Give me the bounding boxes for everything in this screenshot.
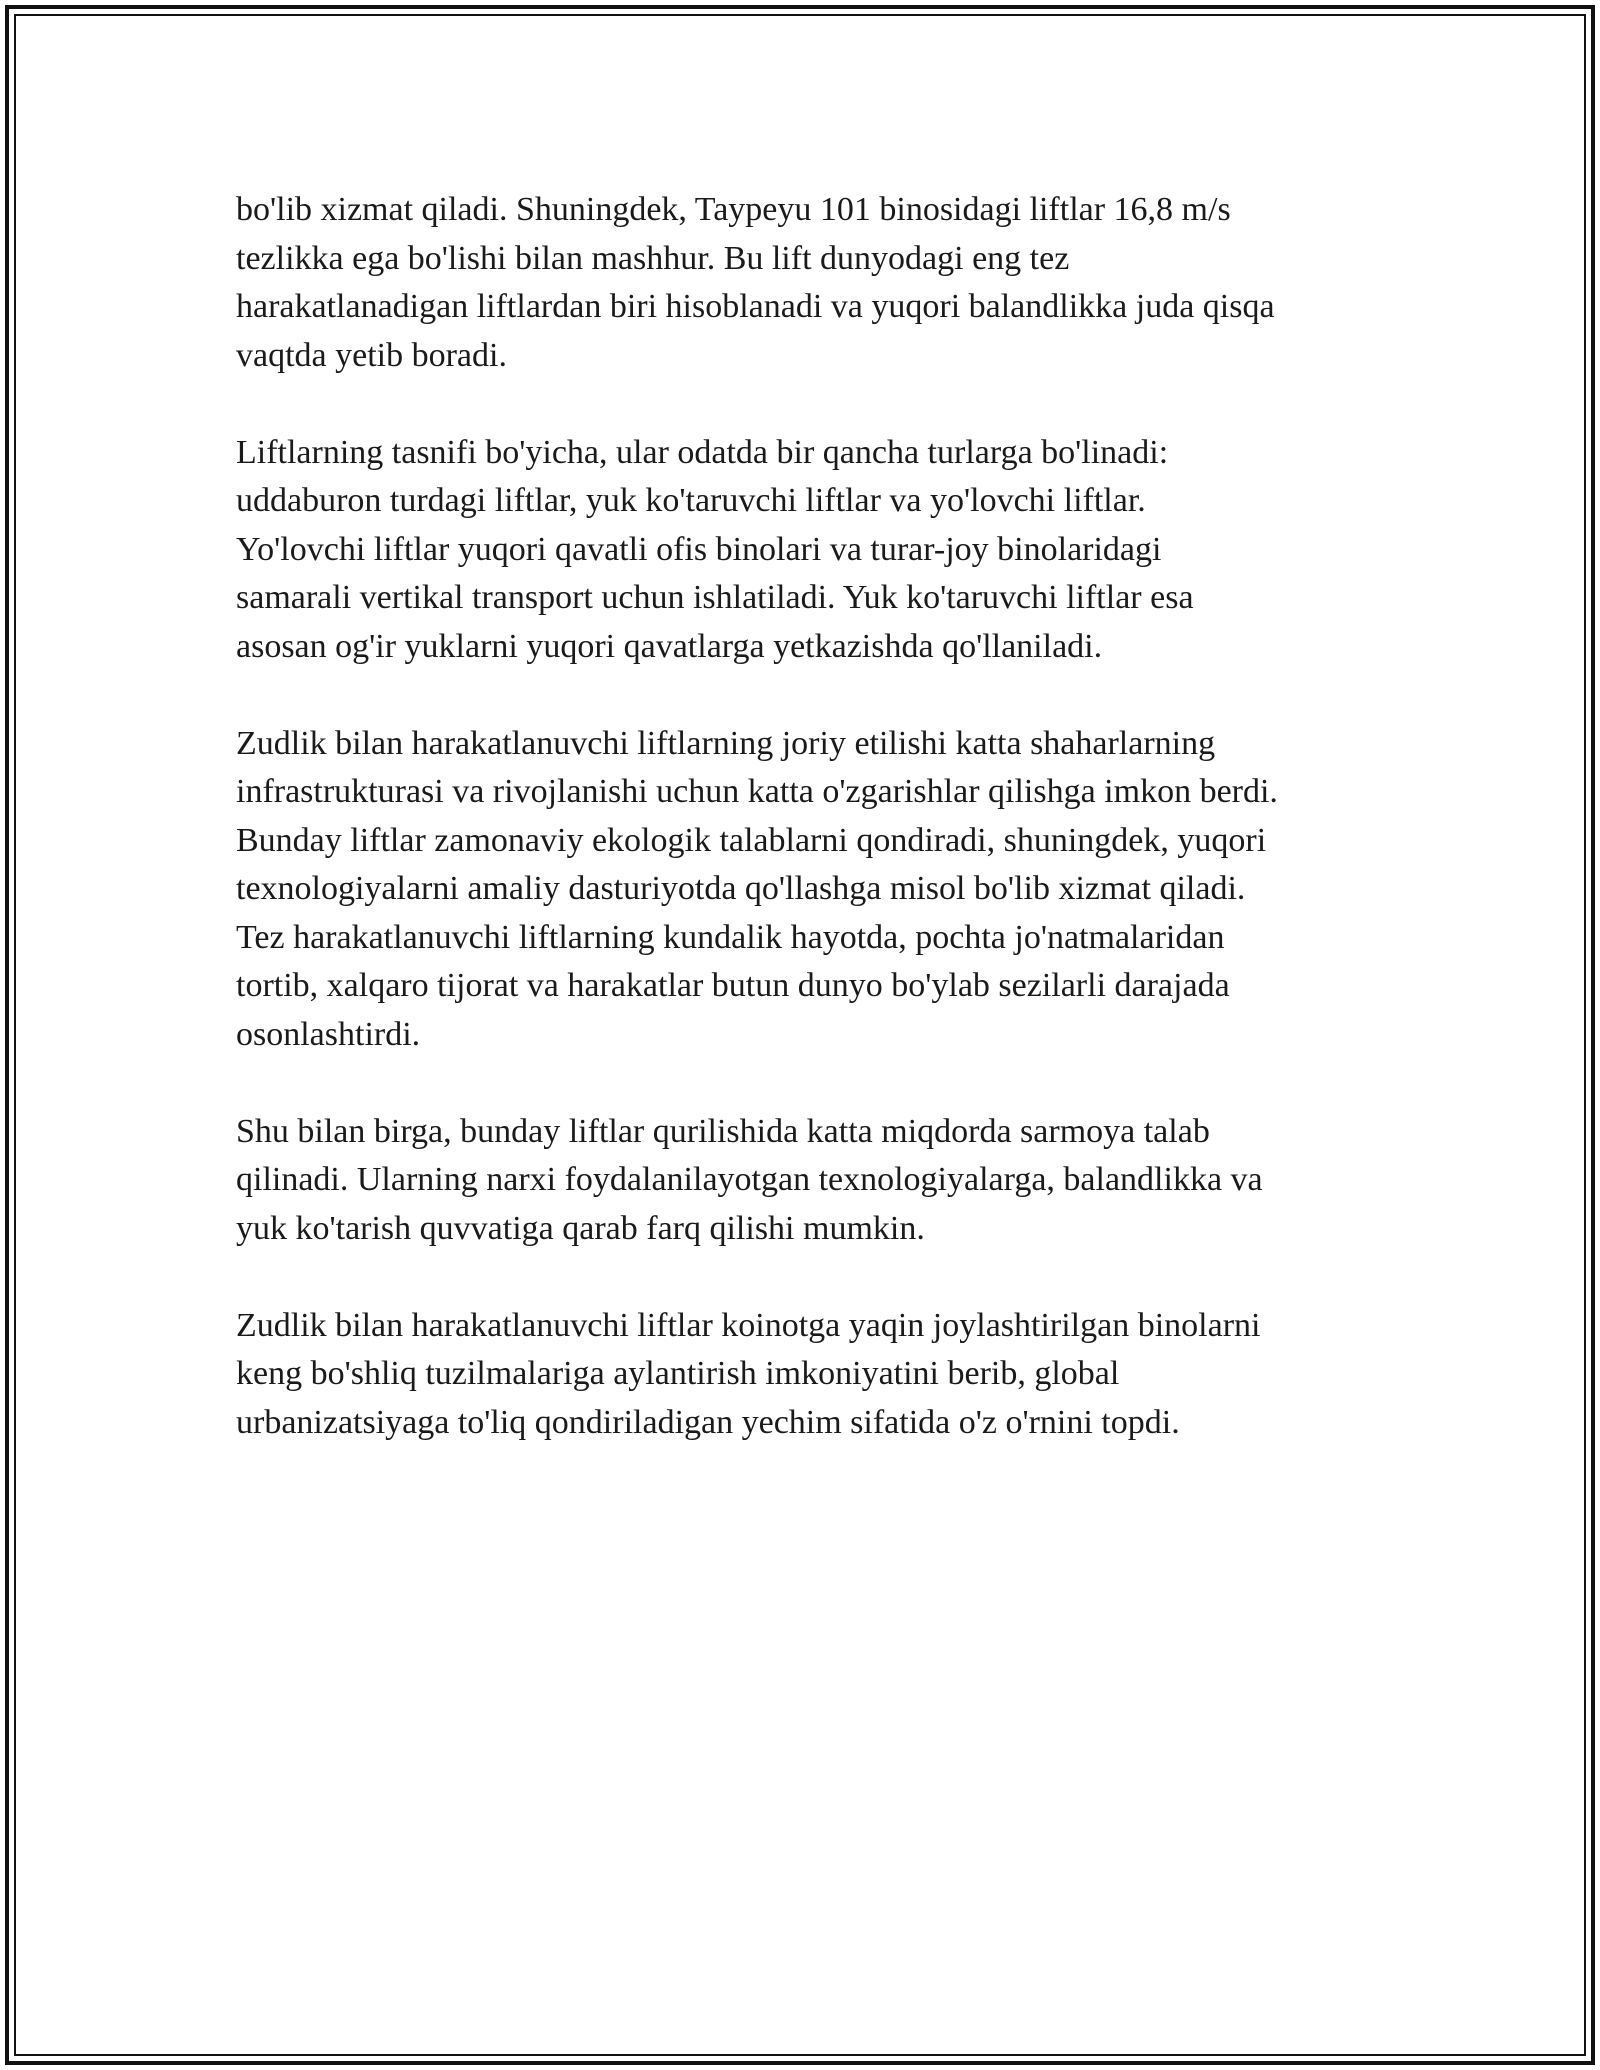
- text-line: asosan og'ir yuklarni yuqori qavatlarga yetkazishda qo'llaniladi.: [236, 627, 1103, 665]
- text-line: keng bo'shliq tuzilmalariga aylantirish imkoniyatini berib, global: [236, 1355, 1120, 1392]
- text-line: urbanizatsiyaga to'liq qondiriladigan yechim sifatida o'z o'rnini topdi.: [236, 1403, 1180, 1441]
- paragraph-5: [236, 1302, 1376, 1448]
- text-line: yuk ko'tarish quvvatiga qarab farq qilishi mumkin.: [236, 1209, 925, 1247]
- text-line: infrastrukturasi va rivojlanishi uchun katta o'zgarishlar qilishga imkon berdi.: [236, 773, 1278, 810]
- text-line: Yo'lovchi liftlar yuqori qavatli ofis binolari va turar-joy binolaridagi: [236, 530, 1162, 568]
- text-line: tezlikka ega bo'lishi bilan mashhur. Bu lift dunyodagi eng tez: [236, 239, 1070, 277]
- paragraph-4: [236, 1108, 1376, 1254]
- paragraph-1: [236, 186, 1376, 380]
- text-line: Tez harakatlanuvchi liftlarning kundalik hayotda, pochta jo'natmalaridan: [236, 918, 1225, 956]
- text-line: texnologiyalarni amaliy dasturiyotda qo'llashga misol bo'lib xizmat qiladi.: [236, 870, 1246, 907]
- text-line: harakatlanadigan liftlardan biri hisoblanadi va yuqori balandlikka juda qisqa: [236, 288, 1275, 325]
- text-line: samarali vertikal transport uchun ishlatiladi. Yuk ko'taruvchi liftlar esa: [236, 579, 1194, 616]
- text-line: osonlashtirdi.: [236, 1015, 421, 1053]
- text-line: Liftlarning tasnifi bo'yicha, ular odatda bir qancha turlarga bo'linadi:: [236, 433, 1169, 471]
- text-line: Shu bilan birga, bunday liftlar qurilishida katta miqdorda sarmoya talab: [236, 1112, 1210, 1150]
- document-body: [236, 186, 1376, 1496]
- text-line: vaqtda yetib boradi.: [236, 336, 507, 374]
- text-line: tortib, xalqaro tijorat va harakatlar butun dunyo bo'ylab sezilarli darajada: [236, 967, 1230, 1004]
- text-line: uddaburon turdagi liftlar, yuk ko'taruvchi liftlar va yo'lovchi liftlar.: [236, 482, 1146, 519]
- text-line: qilinadi. Ularning narxi foydalanilayotgan texnologiyalarga, balandlikka va: [236, 1161, 1263, 1198]
- paragraph-2: [236, 429, 1376, 672]
- text-line: Zudlik bilan harakatlanuvchi liftlar koinotga yaqin joylashtirilgan binolarni: [236, 1306, 1261, 1344]
- text-line: Bunday liftlar zamonaviy ekologik talablarni qondiradi, shuningdek, yuqori: [236, 821, 1267, 859]
- paragraph-3: [236, 720, 1376, 1060]
- text-line: bo'lib xizmat qiladi. Shuningdek, Taypeyu 101 binosidagi liftlar 16,8 m/s: [236, 191, 1231, 228]
- text-line: Zudlik bilan harakatlanuvchi liftlarning joriy etilishi katta shaharlarning: [236, 724, 1216, 762]
